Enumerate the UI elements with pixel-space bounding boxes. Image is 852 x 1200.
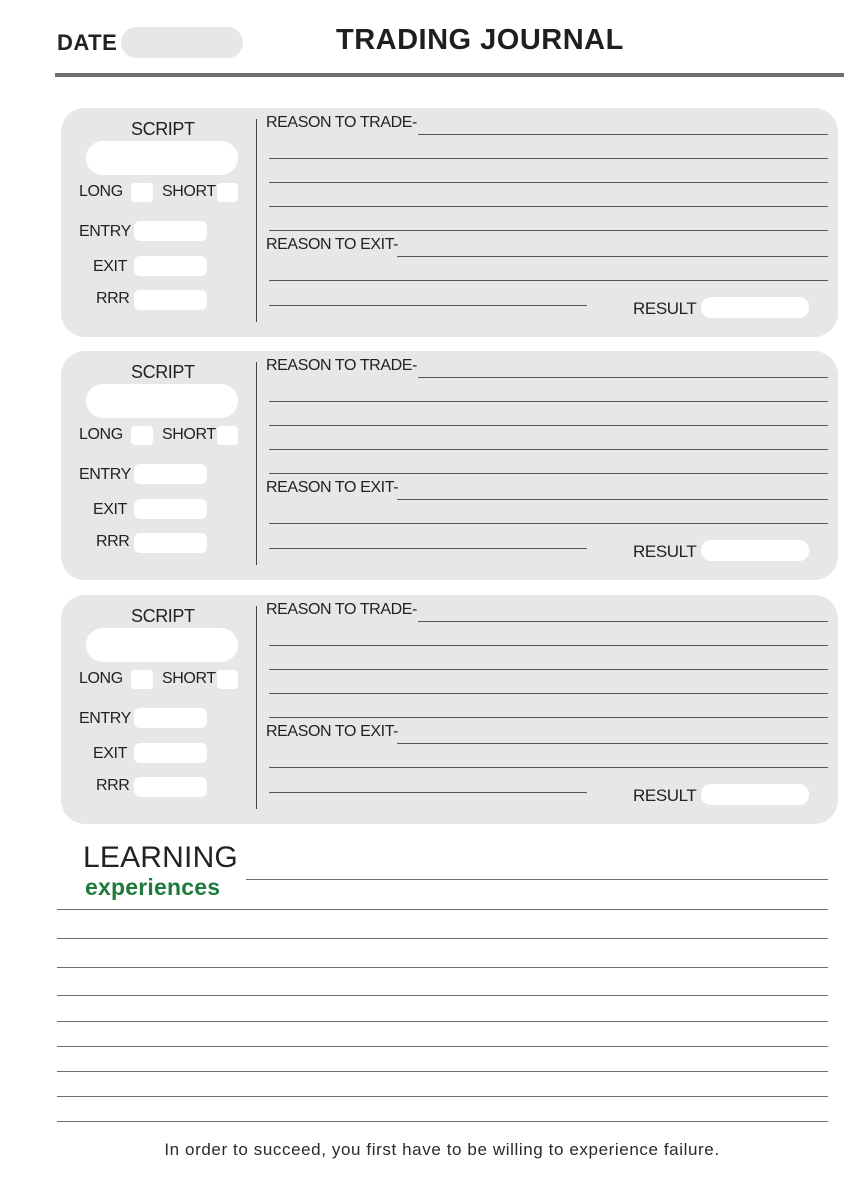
short-checkbox[interactable]	[217, 670, 238, 689]
date-label: DATE	[57, 30, 118, 55]
short-label: SHORT	[162, 426, 216, 443]
learning-subheading: experiences	[85, 874, 221, 900]
footer-quote: In order to succeed, you first have to be willing to experience failure.	[164, 1140, 720, 1159]
reason-to-exit-line[interactable]	[269, 523, 828, 524]
entry-field[interactable]	[134, 464, 207, 484]
reason-to-trade-line[interactable]	[418, 377, 828, 378]
page-title: TRADING JOURNAL	[336, 24, 624, 56]
date-field[interactable]	[121, 27, 243, 58]
entry-field[interactable]	[134, 708, 207, 728]
reason-to-exit-line[interactable]	[397, 743, 828, 744]
learning-heading: LEARNING	[83, 841, 238, 874]
learning-line[interactable]	[57, 1121, 828, 1122]
learning-line[interactable]	[57, 1021, 828, 1022]
learning-line[interactable]	[57, 938, 828, 939]
long-label: LONG	[79, 426, 123, 443]
long-checkbox[interactable]	[131, 183, 153, 202]
reason-to-exit-label: REASON TO EXIT-	[266, 723, 399, 740]
reason-to-exit-label: REASON TO EXIT-	[266, 236, 399, 253]
reason-to-exit-line[interactable]	[397, 256, 828, 257]
reason-to-trade-line[interactable]	[418, 134, 828, 135]
script-label: SCRIPT	[131, 606, 195, 626]
script-label: SCRIPT	[131, 119, 195, 139]
script-field[interactable]	[86, 628, 238, 662]
entry-label: ENTRY	[79, 223, 131, 240]
long-checkbox[interactable]	[131, 670, 153, 689]
reason-to-trade-label: REASON TO TRADE-	[266, 114, 417, 131]
reason-to-trade-line[interactable]	[269, 206, 828, 207]
learning-line[interactable]	[57, 967, 828, 968]
reason-to-trade-label: REASON TO TRADE-	[266, 357, 417, 374]
entry-label: ENTRY	[79, 710, 131, 727]
learning-line[interactable]	[57, 995, 828, 996]
reason-to-trade-line[interactable]	[418, 621, 828, 622]
exit-field[interactable]	[134, 256, 207, 276]
entry-field[interactable]	[134, 221, 207, 241]
trade-card-1	[61, 108, 838, 337]
rrr-label: RRR	[96, 533, 130, 550]
rrr-field[interactable]	[134, 533, 207, 553]
reason-to-trade-line[interactable]	[269, 401, 828, 402]
reason-to-trade-line[interactable]	[269, 717, 828, 718]
script-label: SCRIPT	[131, 362, 195, 382]
card-divider	[256, 119, 257, 322]
short-checkbox[interactable]	[217, 183, 238, 202]
result-field[interactable]	[701, 784, 809, 805]
short-label: SHORT	[162, 670, 216, 687]
entry-label: ENTRY	[79, 466, 131, 483]
reason-to-trade-line[interactable]	[269, 645, 828, 646]
exit-field[interactable]	[134, 743, 207, 763]
reason-to-trade-line[interactable]	[269, 693, 828, 694]
result-label: RESULT	[633, 786, 697, 805]
reason-to-exit-line[interactable]	[269, 792, 587, 793]
learning-line[interactable]	[57, 1096, 828, 1097]
result-label: RESULT	[633, 299, 697, 318]
result-label: RESULT	[633, 542, 697, 561]
long-label: LONG	[79, 183, 123, 200]
script-field[interactable]	[86, 141, 238, 175]
reason-to-exit-line[interactable]	[269, 548, 587, 549]
result-field[interactable]	[701, 297, 809, 318]
reason-to-trade-line[interactable]	[269, 182, 828, 183]
rrr-field[interactable]	[134, 777, 207, 797]
reason-to-trade-line[interactable]	[269, 669, 828, 670]
reason-to-exit-line[interactable]	[269, 767, 828, 768]
trade-card-2	[61, 351, 838, 580]
reason-to-exit-line[interactable]	[269, 280, 828, 281]
header-divider	[55, 73, 844, 77]
reason-to-trade-line[interactable]	[269, 473, 828, 474]
reason-to-exit-line[interactable]	[269, 305, 587, 306]
reason-to-trade-label: REASON TO TRADE-	[266, 601, 417, 618]
rrr-field[interactable]	[134, 290, 207, 310]
long-checkbox[interactable]	[131, 426, 153, 445]
result-field[interactable]	[701, 540, 809, 561]
card-divider	[256, 362, 257, 565]
card-divider	[256, 606, 257, 809]
learning-line[interactable]	[57, 909, 828, 910]
script-field[interactable]	[86, 384, 238, 418]
trade-card-3	[61, 595, 838, 824]
short-checkbox[interactable]	[217, 426, 238, 445]
short-label: SHORT	[162, 183, 216, 200]
exit-field[interactable]	[134, 499, 207, 519]
reason-to-exit-line[interactable]	[397, 499, 828, 500]
rrr-label: RRR	[96, 290, 130, 307]
learning-line[interactable]	[246, 879, 828, 880]
exit-label: EXIT	[93, 501, 127, 518]
reason-to-trade-line[interactable]	[269, 158, 828, 159]
exit-label: EXIT	[93, 258, 127, 275]
learning-line[interactable]	[57, 1046, 828, 1047]
reason-to-trade-line[interactable]	[269, 230, 828, 231]
rrr-label: RRR	[96, 777, 130, 794]
long-label: LONG	[79, 670, 123, 687]
reason-to-exit-label: REASON TO EXIT-	[266, 479, 399, 496]
reason-to-trade-line[interactable]	[269, 425, 828, 426]
reason-to-trade-line[interactable]	[269, 449, 828, 450]
learning-line[interactable]	[57, 1071, 828, 1072]
exit-label: EXIT	[93, 745, 127, 762]
